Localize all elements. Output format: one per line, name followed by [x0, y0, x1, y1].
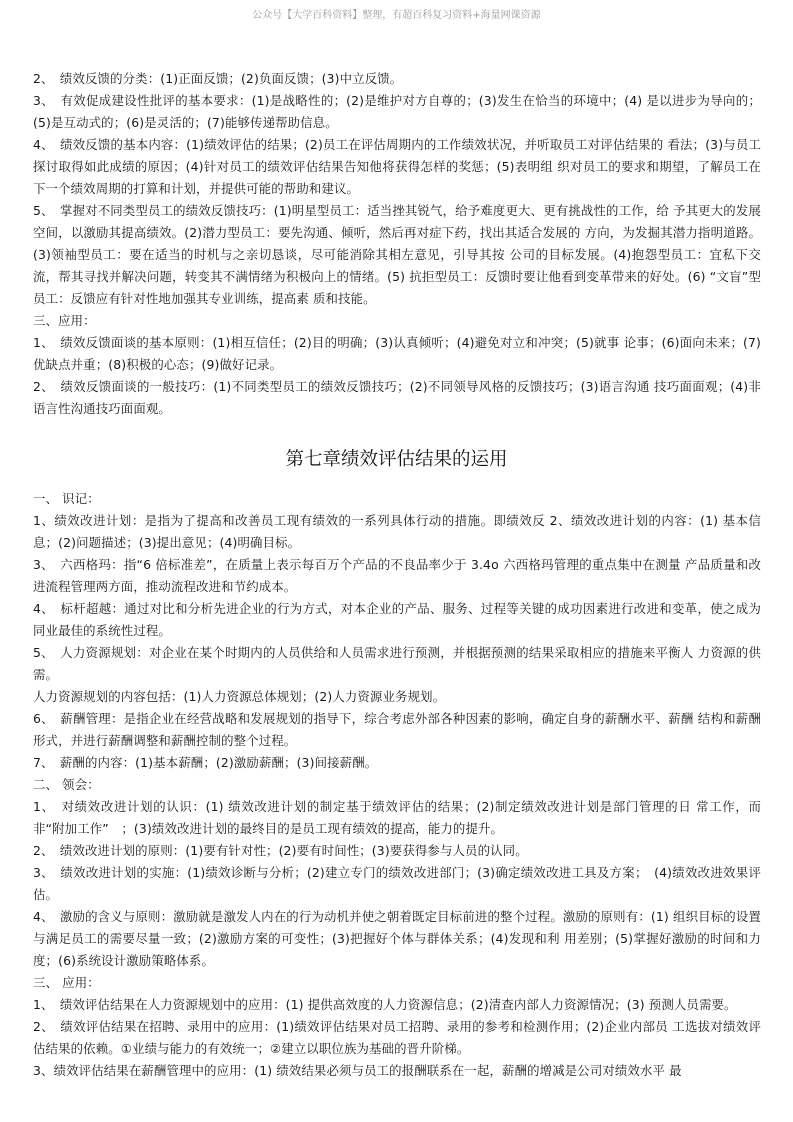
paragraph: 1、 对绩效改进计划的认识：(1) 绩效改进计划的制定基于绩效评估的结果；(2)制定绩效改进计划是部门管理的日 常工作，而非“附加工作” ；(3)绩效改进计划的最终目的是员工现有绩效的提高，能力的提升。 [33, 799, 761, 836]
paragraph: 2、 绩效评估结果在招聘、录用中的应用：(1)绩效评估结果对员工招聘、录用的参考和检测作用；(2)企业内部员 工选拔对绩效评估结果的依赖。①业绩与能力的有效统一；②建立以职位族为基础的晋升阶梯。 [33, 1019, 761, 1056]
section-heading: 三、 应用： [33, 975, 100, 990]
section-heading: 三、应用： [33, 313, 96, 328]
section-heading: 二、 领会： [33, 777, 100, 792]
paragraph: 4、 激励的含义与原则：激励就是激发人内在的行为动机并使之朝着既定目标前进的整个过程。激励的原则有：(1) 组织目标的设置与满足员工的需要尽量一致；(2)激励方案的可变性；(3)把握好个体与群体关系；(4)发现和利 用差别；(5)掌握好激励的时间和力度；(6)系统设计激励策略体系。 [33, 909, 761, 968]
paragraph: 4、 标杆超越：通过对比和分析先进企业的行为方式，对本企业的产品、服务、过程等关键的成功因素进行改进和变革，使之成为同业最佳的系统性过程。 [33, 601, 761, 638]
paragraph: 2、 绩效改进计划的原则：(1)要有针对性；(2)要有时间性；(3)要获得参与人员的认同。 [33, 843, 528, 858]
paragraph: 6、 薪酬管理：是指企业在经营战略和发展规划的指导下，综合考虑外部各种因素的影响，确定自身的薪酬水平、薪酬 结构和薪酬形式，并进行薪酬调整和薪酬控制的整个过程。 [33, 711, 761, 748]
paragraph: 1、 绩效评估结果在人力资源规划中的应用：(1) 提供高效度的人力资源信息；(2)清查内部人力资源情况；(3) 预测人员需要。 [33, 997, 737, 1012]
paragraph: 7、 薪酬的内容：(1)基本薪酬；(2)激励薪酬；(3)间接薪酬。 [33, 755, 378, 770]
section-bottom [33, 488, 761, 1082]
paragraph: 4、 绩效反馈的基本内容：(1)绩效评估的结果；(2)员工在评估周期内的工作绩效状况，并听取员工对评估结果的 看法；(3)与员工探讨取得如此成绩的原因；(4)针对员工的绩效评估结果告知他将获得怎样的奖惩；(5)表明组 织对员工的要求和期望，了解员工在下一个绩效周期的打算和计划，并提供可能的帮助和建议。 [33, 137, 761, 196]
paragraph: 1、绩效改进计划：是指为了提高和改善员工现有绩效的一系列具体行动的措施。即绩效反 2、绩效改进计划的内容：(1) 基本信息；(2)问题描述；(3)提出意见；(4)明确目标。 [33, 513, 761, 550]
paragraph: 1、 绩效反馈面谈的基本原则：(1)相互信任；(2)目的明确；(3)认真倾听；(4)避免对立和冲突；(5)就事 论事；(6)面向未来；(7)优缺点并重；(8)积极的心态；(9)做好记录。 [33, 335, 761, 372]
chapter-title: 第七章绩效评估结果的运用 [285, 449, 508, 470]
section-top [33, 68, 761, 420]
page-header-watermark: 公众号【大学百科资料】整理，有超百科复习资料+海量网课资源 [252, 10, 541, 21]
paragraph: 3、绩效评估结果在薪酬管理中的应用：(1) 绩效结果必须与员工的报酬联系在一起，薪酬的增减是公司对绩效水平 最 [33, 1063, 682, 1078]
paragraph: 5、 人力资源规划：对企业在某个时期内的人员供给和人员需求进行预测，并根据预测的结果采取相应的措施来平衡人 力资源的供需。 [33, 645, 761, 682]
paragraph: 2、 绩效反馈面谈的一般技巧：(1)不同类型员工的绩效反馈技巧；(2)不同领导风格的反馈技巧；(3)语言沟通 技巧面面观；(4)非语言性沟通技巧面面观。 [33, 379, 761, 416]
paragraph: 2、 绩效反馈的分类：(1)正面反馈；(2)负面反馈；(3)中立反馈。 [33, 71, 403, 86]
paragraph: 5、 掌握对不同类型员工的绩效反馈技巧：(1)明星型员工：适当挫其锐气，给予难度更大、更有挑战性的工作，给 予其更大的发展空间，以激励其提高绩效。(2)潜力型员工：要先沟通、倾听，然后再对症下药，找出其适合发展的 方向，为发掘其潜力指明道路。(3)领袖型员工：要在适当的时机与之亲切恳谈，尽可能消除其相左意见，引导其按 公司的目标发展。(4)抱怨型员工：宜私下交流，帮其寻找并解决问题，转变其不满情绪为积极向上的情绪。(5) 抗拒型员工：反馈时要让他看到变革带来的好处。(6) “文盲”型员工：反馈应有针对性地加强其专业训练，提高素 质和技能。 [33, 203, 761, 306]
paragraph: 3、 六西格玛：指“6 倍标准差”，在质量上表示每百万个产品的不良品率少于 3.4o 六西格玛管理的重点集中在测量 产品质量和改进流程管理两方面，推动流程改进和节约成本。 [33, 557, 761, 594]
paragraph: 3、 绩效改进计划的实施：(1)绩效诊断与分析；(2)建立专门的绩效改进部门；(3)确定绩效改进工具及方案； (4)绩效改进效果评估。 [33, 865, 761, 902]
section-heading: 一、 识记： [33, 491, 100, 506]
paragraph: 3、 有效促成建设性批评的基本要求：(1)是战略性的；(2)是维护对方自尊的；(3)发生在恰当的环境中；(4) 是以进步为导向的；(5)是互动式的；(6)是灵活的；(7)能够传递帮助信息。 [33, 93, 761, 130]
paragraph: 人力资源规划的内容包括：(1)人力资源总体规划；(2)人力资源业务规划。 [33, 689, 446, 704]
